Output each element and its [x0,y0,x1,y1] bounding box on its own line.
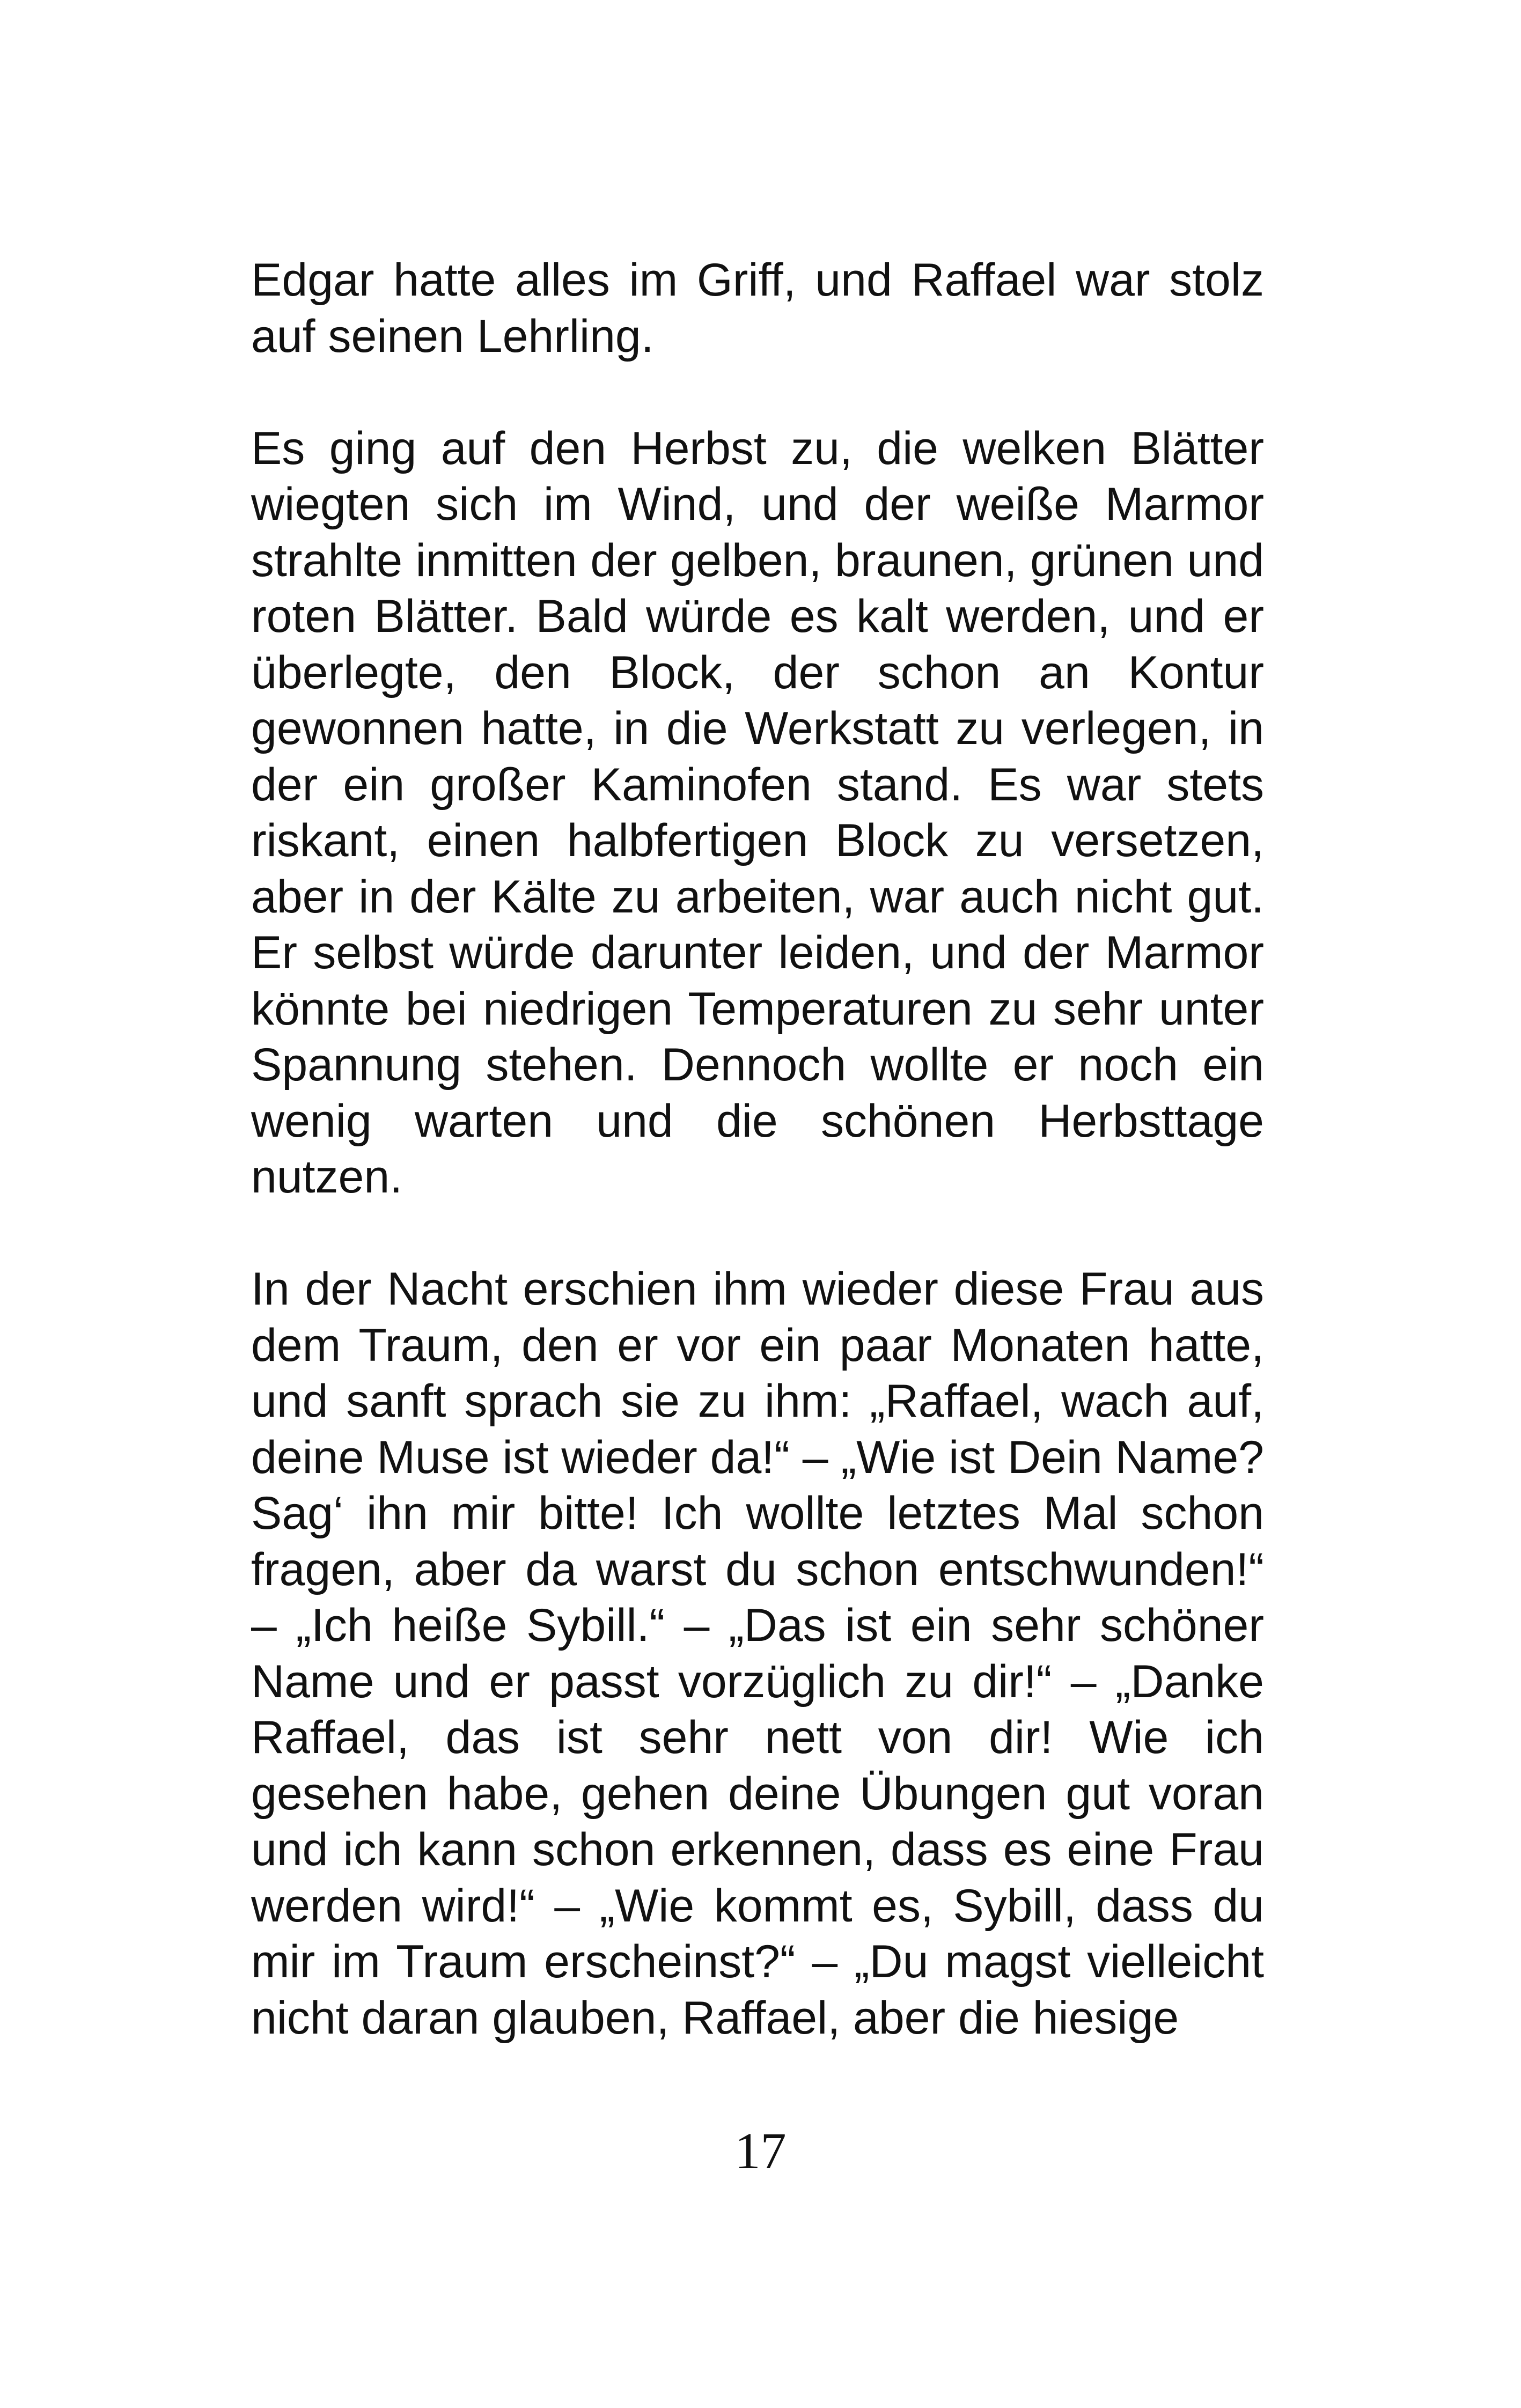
page-number: 17 [734,2122,787,2179]
paragraph-2: Es ging auf den Herbst zu, die welken Blätter wiegten sich im Wind, und der weiße Marmor strahlte inmitten der gelben, braunen, grünen und roten Blätter. Bald würde es kalt werden, und er überlegte, den Block, der schon an Kontur gewonnen hatte, in die Werkstatt zu verlegen, in der ein großer Kaminofen stand. Es war stets riskant, einen halbfertigen Block zu versetzen, aber in der Kälte zu arbeiten, war auch nicht gut. Er selbst würde darunter leiden, und der Marmor könnte bei niedrigen Temperaturen zu sehr unter Spannung stehen. Dennoch wollte er noch ein wenig warten und die schönen Herbsttage nutzen. [251,422,1264,1203]
body-text [251,252,1264,2046]
paragraph-1: Edgar hatte alles im Griff, und Raffael war stolz auf seinen Lehrling. [251,254,1264,362]
paragraph-3: In der Nacht erschien ihm wieder diese Frau aus dem Traum, den er vor ein paar Monaten hatte, und sanft sprach sie zu ihm: „Raffael, wach auf, deine Muse ist wieder da!“ – „Wie ist Dein Name? Sag‘ ihn mir bitte! Ich wollte letztes Mal schon fragen, aber da warst du schon entschwunden!“ – „Ich heiße Sybill.“ – „Das ist ein sehr schöner Name und er passt vorzüglich zu dir!“ – „Danke Raffael, das ist sehr nett von dir! Wie ich gesehen habe, gehen deine Übungen gut voran und ich kann schon erkennen, dass es eine Frau werden wird!“ – „Wie kommt es, Sybill, dass du mir im Traum erscheinst?“ – „Du magst vielleicht nicht daran glauben, Raffael, aber die hiesige [251,1263,1264,2044]
